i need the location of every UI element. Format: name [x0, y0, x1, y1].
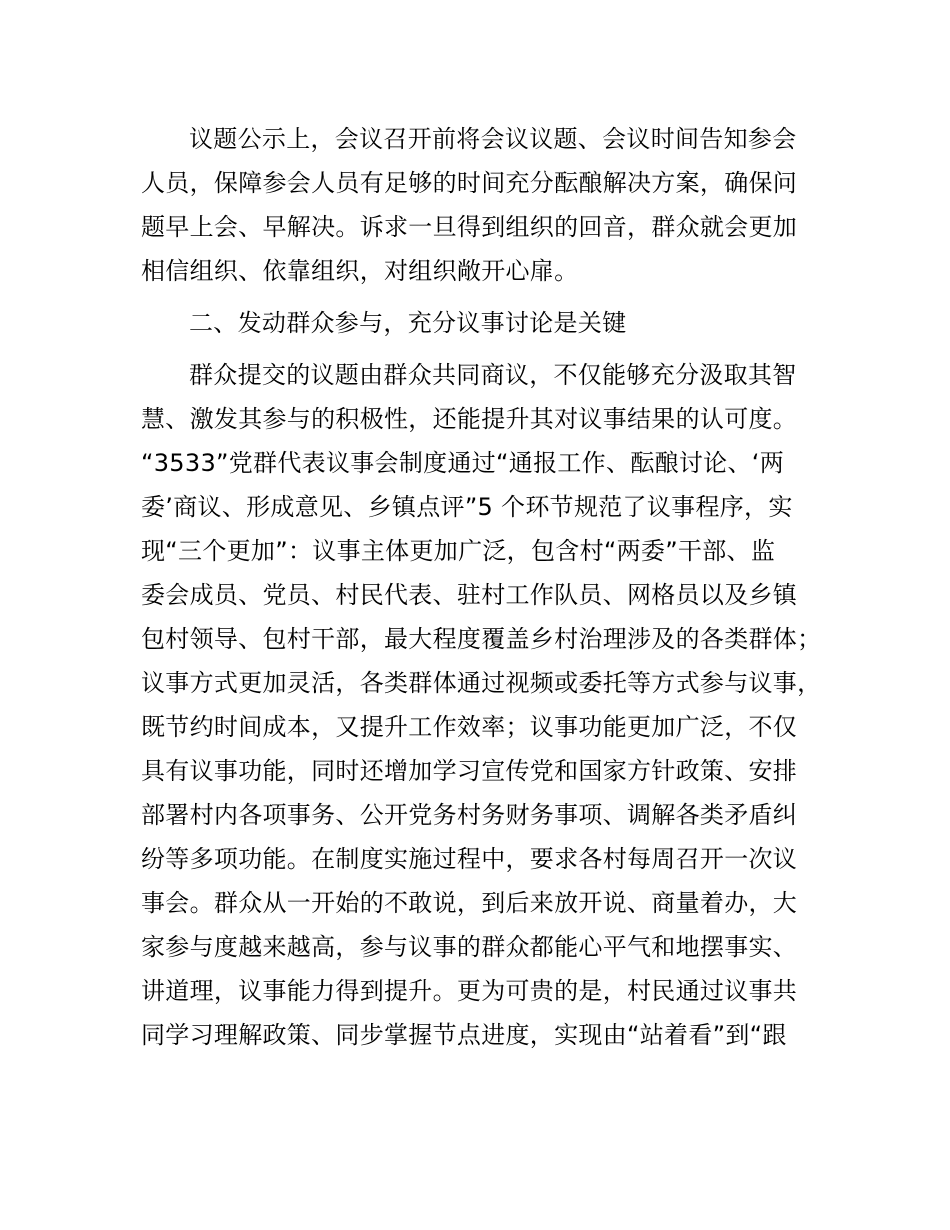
text-line: 相信组织、依靠组织，对组织敞开心扉。 — [141, 257, 579, 285]
text-line: 讲道理，议事能力得到提升。更为可贵的是，村民通过议事共 — [141, 977, 798, 1005]
text-line: 既节约时间成本，又提升工作效率；议事功能更加广泛，不仅 — [141, 713, 798, 741]
text-line: 现“三个更加”：议事主体更加广泛，包含村“两委”干部、监 — [141, 537, 776, 565]
text-line: 事会。群众从一开始的不敢说，到后来放开说、商量着办，大 — [141, 889, 798, 917]
text-line: 议事方式更加灵活，各类群体通过视频或委托等方式参与议事， — [141, 669, 822, 697]
text-line: 部署村内各项事务、公开党务村务财务事项、调解各类矛盾纠 — [141, 801, 798, 829]
text-line: 委’商议、形成意见、乡镇点评”5 个环节规范了议事程序，实 — [141, 493, 793, 521]
paragraph-1 — [141, 117, 841, 293]
text-line: 包村领导、包村干部，最大程度覆盖乡村治理涉及的各类群体； — [141, 625, 822, 653]
text-line: 题早上会、早解决。诉求一旦得到组织的回音，群众就会更加 — [141, 213, 798, 241]
text-line: 慧、激发其参与的积极性，还能提升其对议事结果的认可度。 — [141, 405, 798, 433]
paragraph-2 — [141, 353, 841, 1057]
document-body — [141, 117, 841, 1057]
text-line: 群众提交的议题由群众共同商议，不仅能够充分汲取其智 — [189, 361, 797, 389]
text-line: 具有议事功能，同时还增加学习宣传党和国家方针政策、安排 — [141, 757, 798, 785]
text-line: 委会成员、党员、村民代表、驻村工作队员、网格员以及乡镇 — [141, 581, 798, 609]
text-line: 家参与度越来越高，参与议事的群众都能心平气和地摆事实、 — [141, 933, 798, 961]
text-line: 纷等多项功能。在制度实施过程中，要求各村每周召开一次议 — [141, 845, 798, 873]
text-line: 议题公示上，会议召开前将会议议题、会议时间告知参会 — [189, 125, 797, 153]
text-line: “3533”党群代表议事会制度通过“通报工作、酝酿讨论、‘两 — [141, 449, 785, 477]
text-line: 同学习理解政策、同步掌握节点进度，实现由“站着看”到“跟 — [141, 1021, 787, 1049]
text-line: 人员，保障参会人员有足够的时间充分酝酿解决方案，确保问 — [141, 169, 798, 197]
section-heading: 二、发动群众参与，充分议事讨论是关键 — [189, 309, 627, 337]
